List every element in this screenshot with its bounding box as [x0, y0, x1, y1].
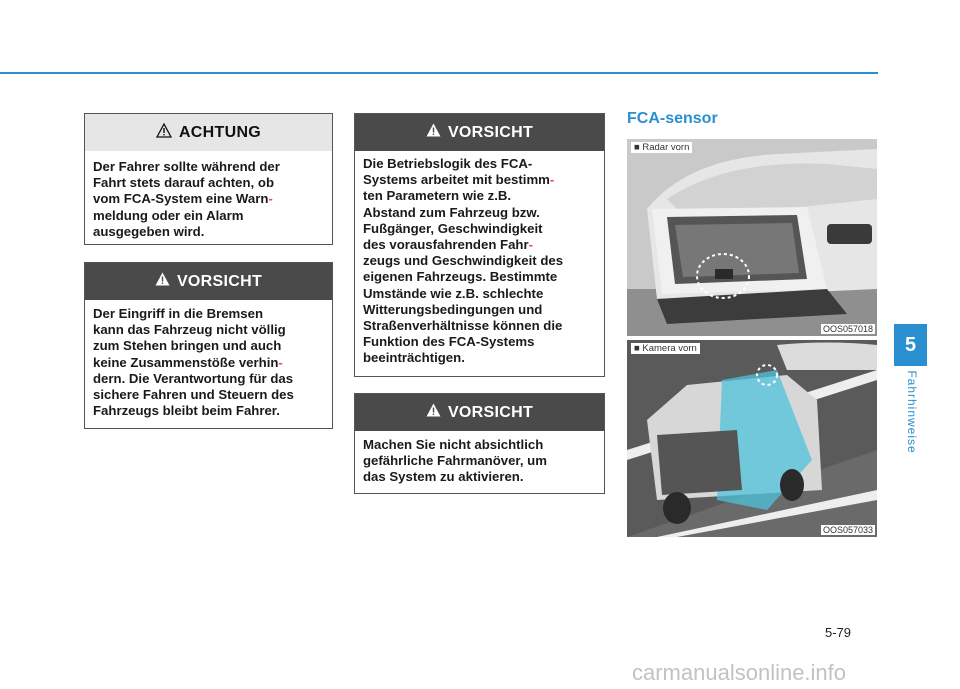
camera-caption: ■ Kamera vorn — [631, 343, 700, 354]
vorsicht-title-left: VORSICHT — [176, 272, 263, 290]
camera-image-code: OOS057033 — [822, 525, 873, 535]
radar-image-code: OOS057018 — [822, 324, 873, 334]
radar-image — [627, 139, 877, 336]
vorsicht-text-left: Der Eingriff in die Bremsen kann das Fahrzeug nicht völlig zum Stehen bringen und auch keine Zusammenstöße verhin- dern. Die Verantwortung für das sichere Fahren und Steuern des Fahrzeugs bleibt beim Fahrer. — [93, 306, 294, 419]
vorsicht-box-middle-1 — [354, 113, 605, 377]
chapter-title: Fahrhinweise — [905, 370, 919, 454]
warning-icon — [426, 123, 441, 142]
vorsicht-box-left — [84, 262, 333, 429]
vorsicht-text-middle-1: Die Betriebslogik des FCA- Systems arbeitet mit bestimm- ten Parametern wie z.B. Abstand zum Fahrzeug bzw. Fußgänger, Geschwindigkeit des vorausfahrenden Fahr- zeugs und Geschwindigkeit des eigenen Fahrzeugs. Bestimmte Umstände wie z.B. schlechte Witterungsbedingungen und Straßenverhältnisse können die Funktion des FCA-Systems beeinträchtigen. — [363, 156, 564, 366]
vorsicht-text-middle-2: Machen Sie nicht absichtlich gefährliche Fahrmanöver, um das System zu aktivieren. — [363, 437, 547, 485]
footer-watermark: carmanualsonline.info — [632, 660, 847, 685]
warning-outline-icon — [156, 123, 172, 143]
achtung-box — [84, 113, 333, 245]
vorsicht-header-left — [85, 263, 332, 300]
section-title: FCA-sensor — [627, 110, 718, 127]
achtung-header — [85, 114, 332, 151]
vorsicht-box-middle-2 — [354, 393, 605, 494]
page-number: 5-79 — [825, 625, 852, 640]
vorsicht-title-middle-2: VORSICHT — [447, 403, 534, 421]
chapter-tab[interactable]: 5 — [894, 324, 927, 366]
achtung-title: ACHTUNG — [178, 123, 262, 141]
vorsicht-header-middle-2 — [355, 394, 604, 431]
achtung-text: Der Fahrer sollte während der Fahrt stets darauf achten, ob vom FCA-System eine Warn- meldung oder ein Alarm ausgegeben wird. — [93, 159, 280, 239]
header-rule — [0, 72, 878, 74]
vorsicht-title-middle-1: VORSICHT — [447, 123, 534, 141]
radar-caption: ■ Radar vorn — [631, 142, 692, 153]
camera-image — [627, 340, 877, 537]
warning-icon — [155, 272, 170, 291]
warning-icon — [426, 403, 441, 422]
vorsicht-header-middle-1 — [355, 114, 604, 151]
